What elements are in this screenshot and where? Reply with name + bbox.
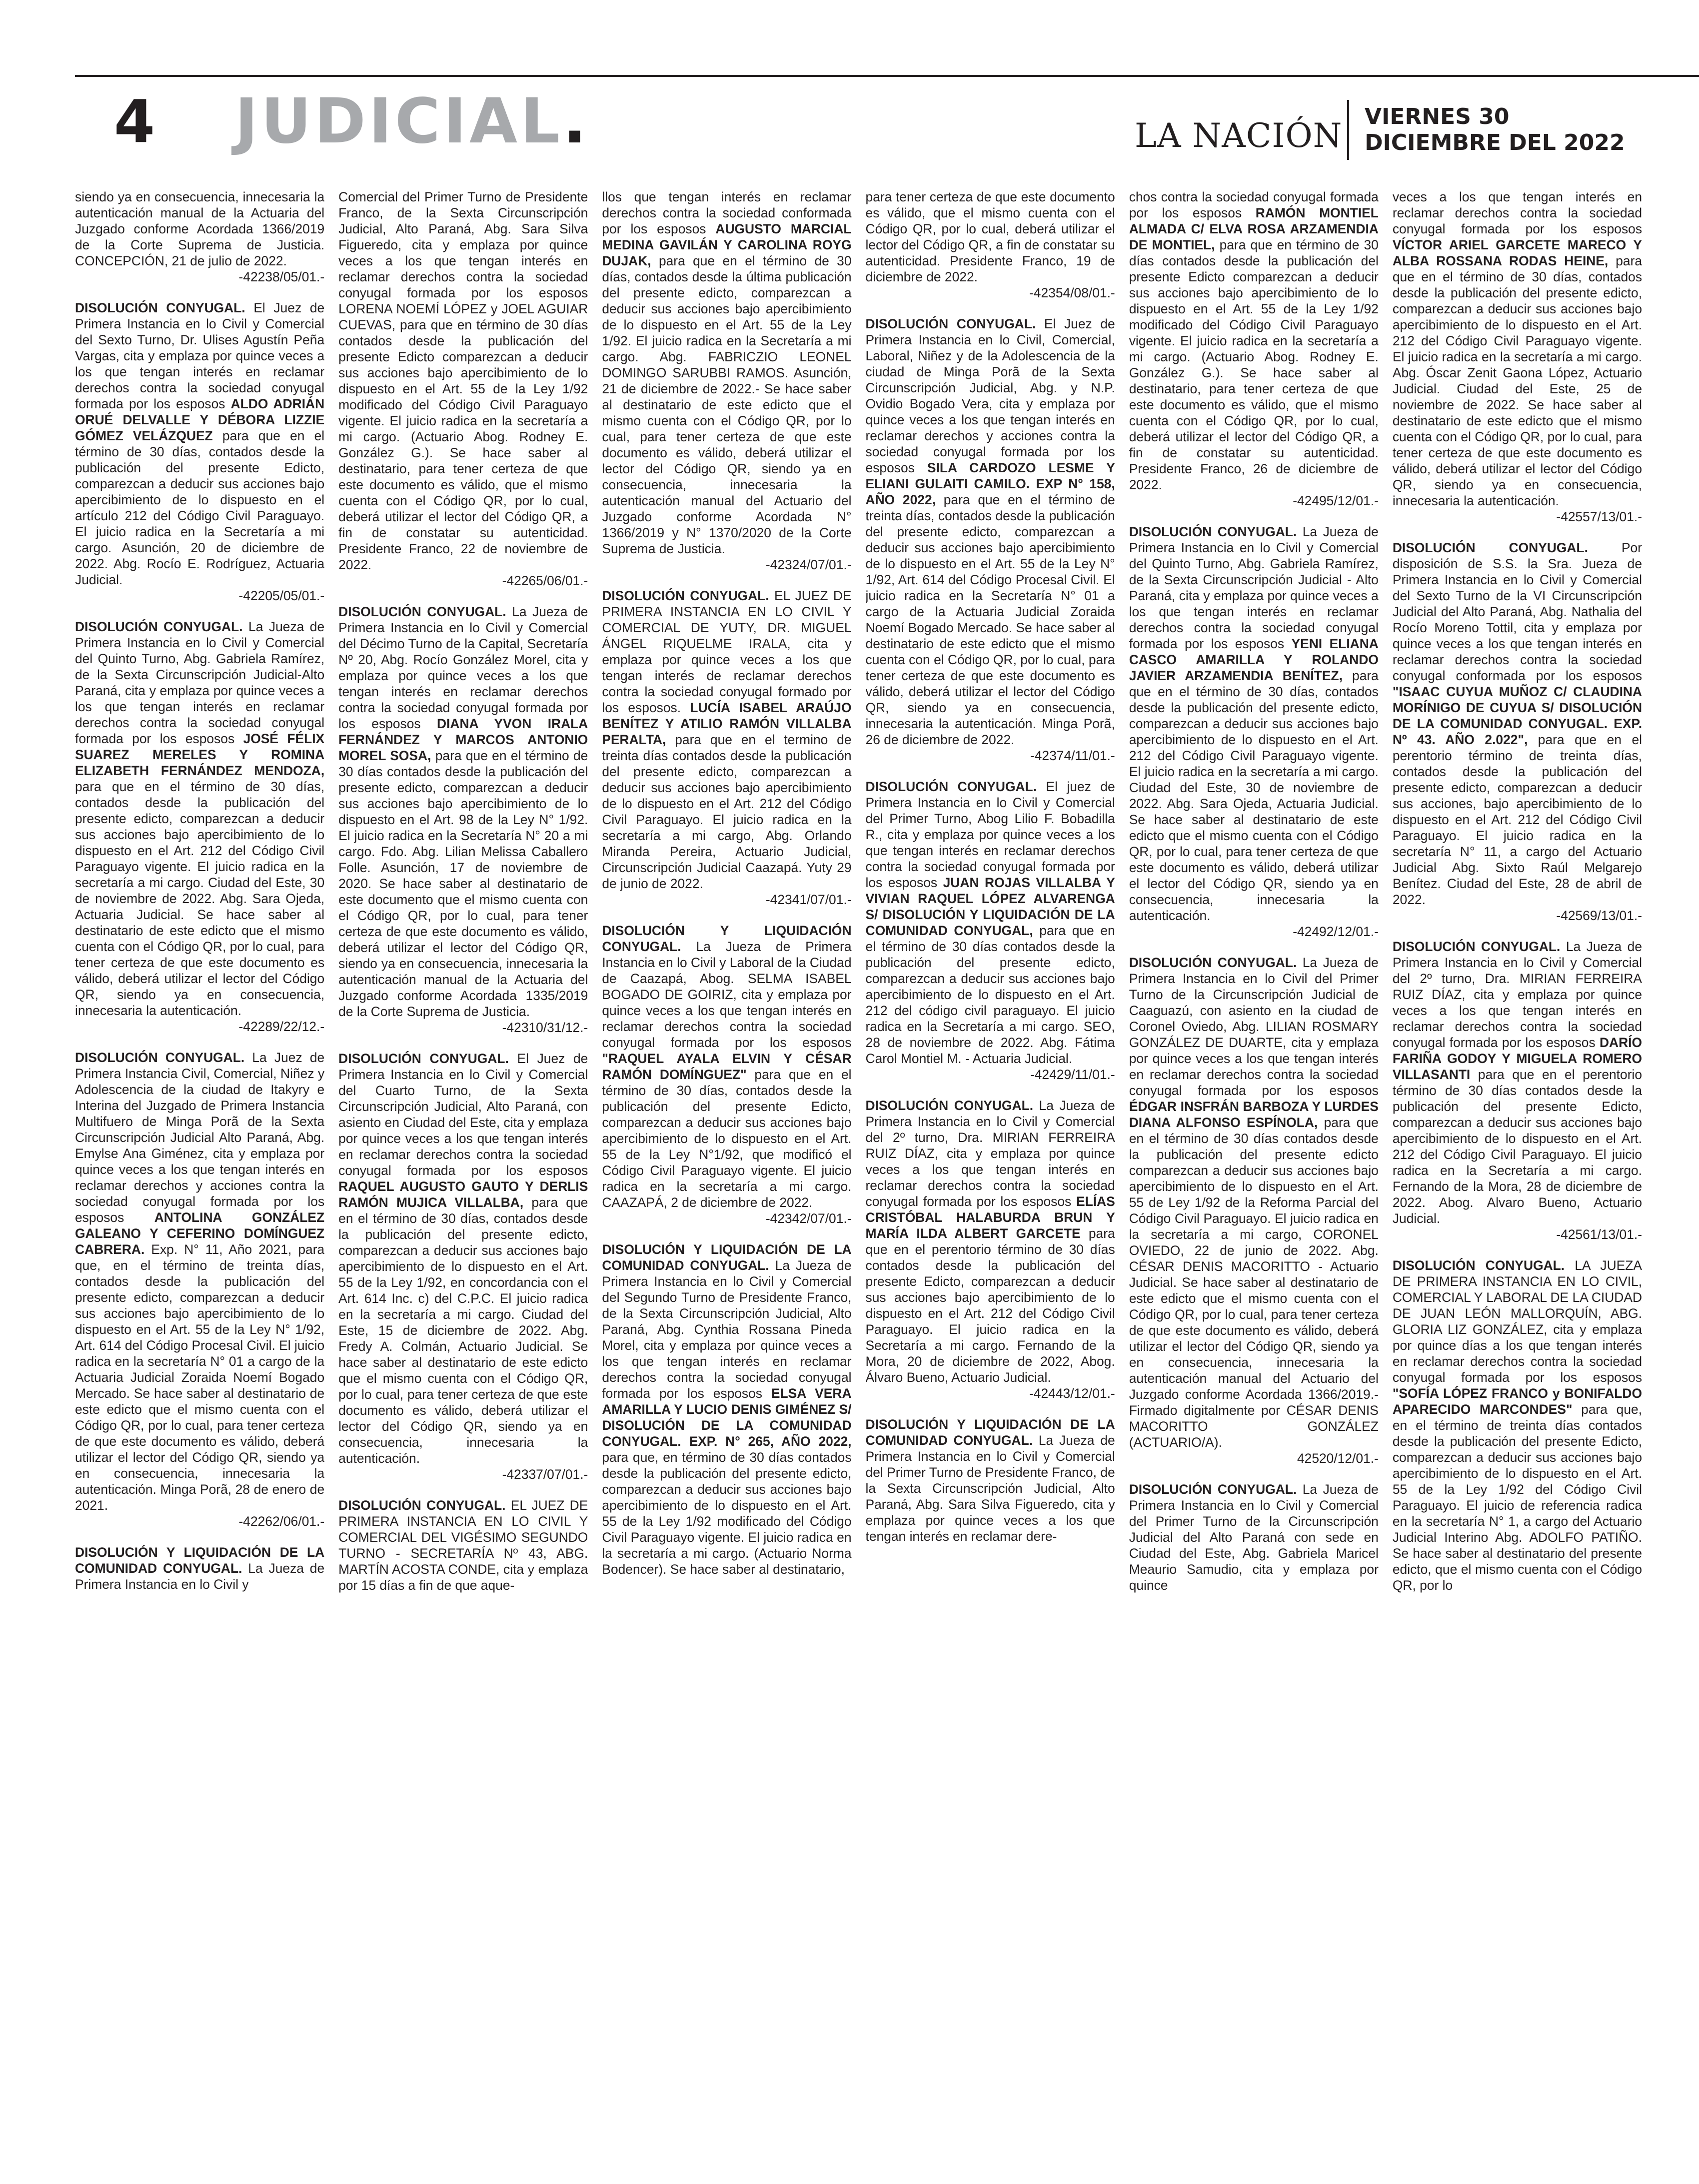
edict-notice	[602, 1241, 851, 1577]
edict-text: para que en el termino de treinta días contados desde la publicación del presente edicto, comparezcan a deducir sus acciones bajo apercibimiento de lo dispuesto en el Art. 212 del Código Civil Paraguayo. El juicio radica en la secretaría a mi cargo, Abg. Orlando Miranda Pereira, Actuario Judicial, Circunscripción Judicial Caazapá. Yuty 29 de junio de 2022.	[602, 732, 852, 891]
edict-text: El juez de Primera Instancia en lo Civil y Comercial del Primer Turno, Abog Lilio F. Bobadilla R., cita y emplaza por quince veces a los que tengan interés en reclamar derechos contra la sociedad conyugal formada por los esposos	[865, 779, 1115, 890]
edict-heading: DISOLUCIÓN CONYUGAL.	[865, 316, 1036, 331]
edict-party-names: "ISAAC CUYUA MUÑOZ C/ CLAUDINA MORÍNIGO DE CUYUA S/ DISOLUCIÓN DE LA COMUNIDAD CONYUGAL. EXP. Nº 43. AÑO 2.022",	[1392, 684, 1643, 747]
edict-body	[75, 619, 324, 1035]
column-6	[1393, 189, 1642, 2168]
edict-body	[602, 1241, 851, 1577]
edict-notice	[338, 1051, 588, 1482]
edict-body	[338, 604, 588, 1036]
edict-notice	[602, 588, 851, 908]
edict-party-names: ALDO ADRIÁN ORUÉ DELVALLE Y DÉBORA LIZZIE GÓMEZ VELÁZQUEZ	[75, 396, 325, 443]
edict-text: La Jueza de Primera Instancia en lo Civil y	[75, 1561, 325, 1592]
edict-notice	[75, 619, 324, 1035]
edict-reference-code: -42492/12/01.-	[1293, 924, 1379, 939]
edict-party-names: LUCÍA ISABEL ARAÚJO BENÍTEZ Y ATILIO RAMÓN VILLALBA PERALTA,	[602, 700, 852, 747]
edict-text: veces a los que tengan interés en reclamar derechos contra la sociedad conyugal formada por los esposos	[1392, 189, 1643, 236]
edict-text: La Jueza de Primera Instancia en lo Civil y Comercial del Segundo Turno de Presidente Franco, de la Sexta Circunscripción Judicial, Alto Paraná, Abg. Cynthia Rossana Pineda Morel, cita y emplaza por quince veces a los que tengan interés en reclamar derechos contra la sociedad conyugal formada por los esposos	[602, 1258, 852, 1401]
edict-heading: DISOLUCIÓN CONYUGAL.	[865, 779, 1037, 794]
edict-body	[1393, 939, 1642, 1242]
section-title	[235, 85, 590, 157]
edict-text: para que en el término de 30 días contados desde la publicación del presente edicto comparezcan a deducir sus acciones bajo apercibimiento de lo dispuesto en el Art. 55 de Ley 1/92 de la Reforma Parcial del Código Civil Paraguayo. El juicio radica en la secretaría a mi cargo, CORONEL OVIEDO, 22 de junio de 2022. Abg. CÉSAR DENIS MACORITTO - Actuario Judicial. Se hace saber al destinatario de este edicto que el mismo cuenta con el Código QR, por lo cual, para tener certeza de que este documento es válido, deberá utilizar el lector del Código QR, siendo ya en consecuencia, innecesaria la autenticación manual del Actuario del Juzgado conforme Acordada 1366/2019.-Firmado digitalmente por CÉSAR DENIS MACORITTO GONZÁLEZ (ACTUARIO/A).	[1129, 1115, 1379, 1450]
edict-heading: DISOLUCIÓN CONYUGAL.	[75, 619, 243, 634]
edict-notice	[1393, 1257, 1642, 1593]
edict-body	[866, 1416, 1115, 1544]
edict-party-names: "RAQUEL AYALA ELVIN Y CÉSAR RAMÓN DOMÍNGUEZ"	[602, 1051, 852, 1082]
edict-text: para que en el término de 30 días, contados desde la publicación del presente Edicto, comparezcan a deducir sus acciones bajo apercibimiento de lo dispuesto en el artículo 212 del Código Civil Paraguayo. El juicio radica en la Secretaría a mi cargo. Asunción, 20 de diciembre de 2022. Abg. Rocío E. Rodríguez, Actuaria Judicial.	[75, 428, 325, 587]
edict-reference-code: -42429/11/01.-	[1030, 1067, 1115, 1082]
issue-date	[1365, 104, 1625, 156]
edict-notice	[338, 604, 588, 1036]
edict-text: El Juez de Primera Instancia en lo Civil y Comercial del Sexto Turno, Dr. Ulises Agustín Peña Vargas, cita y emplaza por quince veces a los que tengan interés en reclamar derechos contra la sociedad conyugal formada por los esposos	[75, 300, 325, 411]
edict-text: La Jueza de Primera Instancia en lo Civil y Comercial del 2º turno, Dra. MIRIAN FERREIRA RUIZ DÍAZ, cita y emplaza por quince veces a los que tengan interés en reclamar derechos contra la sociedad conyugal formada por los esposos	[1392, 939, 1643, 1050]
edict-party-names: YENI ELIANA CASCO AMARILLA Y ROLANDO JAVIER ARZAMENDIA BENÍTEZ,	[1129, 636, 1379, 683]
edict-body	[866, 779, 1115, 1083]
edict-notice	[602, 923, 851, 1226]
edict-party-names: DARÍO FARIÑA GODOY Y MIGUELA ROMERO VILLASANTI	[1392, 1035, 1643, 1082]
edict-notice	[866, 779, 1115, 1083]
column-5	[1129, 189, 1379, 2168]
page-number: 4	[114, 87, 155, 156]
edict-party-names: "SOFÍA LÓPEZ FRANCO y BONIFALDO APARECIDO MARCONDES"	[1392, 1386, 1643, 1417]
edict-notice	[866, 1097, 1115, 1401]
edict-text: para que en el perentorio término de 30 días contados desde la publicación del presente Edicto, comparezcan a deducir sus acciones bajo apercibimiento de lo dispuesto en el Art. 212 del Código Civil Paraguayo. El juicio radica en la Secretaría a mi cargo. Fernando de la Mora, 20 de diciembre de 2022, Abog. Álvaro Bueno, Actuario Judicial.	[865, 1226, 1115, 1385]
edict-notice	[1393, 189, 1642, 525]
edict-notice	[1129, 1481, 1379, 1593]
edict-text: para que, en el término de treinta días contados desde la publicación del presente Edicto, comparezcan a deducir sus acciones bajo apercibimiento de lo dispuesto en el Art. 55 de la Ley 1/92 del Código Civil Paraguayo. El juicio de referencia radica en la secretaría N° 1, a cargo del Actuario Judicial Interino Abg. ADOLFO PATIÑO. Se hace saber al destinatario del presente edicto, que el mismo cuenta con el Código QR, por lo	[1392, 1402, 1643, 1593]
edict-party-names: ELÍAS CRISTÓBAL HALABURDA BRUN Y MARÍA ILDA ALBERT GARCETE	[865, 1194, 1115, 1241]
edict-body	[1129, 955, 1379, 1466]
edict-heading: DISOLUCIÓN CONYUGAL.	[338, 604, 506, 619]
edict-party-names: ANTOLINA GONZÁLEZ GALEANO Y CEFERINO DOMÍNGUEZ CABRERA.	[75, 1210, 325, 1257]
edict-heading: DISOLUCIÓN CONYUGAL.	[1129, 524, 1297, 539]
top-rule	[75, 75, 1699, 77]
edict-body	[1393, 1257, 1642, 1593]
edict-reference-code: -42495/12/01.-	[1293, 493, 1379, 508]
edict-reference-code: -42443/12/01.-	[1029, 1386, 1115, 1401]
edict-notice	[338, 1497, 588, 1593]
edict-reference-code: -42341/07/01.-	[765, 892, 852, 907]
issue-date-weekday: VIERNES 30	[1365, 104, 1510, 129]
edict-text: para que en el término de 30 días, contados desde la publicación del presente edicto, comparezcan a deducir sus acciones bajo apercibimiento de lo dispuesto en el Art. 212 del Código Civil Paraguayo vigente. El juicio radica en la secretaría a mi cargo. Abg. Óscar Zenit Gaona López, Actuario Judicial. Ciudad del Este, 25 de noviembre de 2022. Se hace saber al destinatario de este edicto que el mismo cuenta con el Código QR, por lo cual, para tener certeza de que este documento es válido, deberá utilizar el lector del Código QR, siendo ya en consecuencia, innecesaria la autenticación.	[1392, 253, 1643, 508]
edict-text: para que en el término de 30 días contados desde la publicación del presente edicto, comparezcan a deducir sus acciones bajo apercibimiento de lo dispuesto en el Art. 98 de la Ley N° 1/92. El juicio radica en la Secretaría N° 20 a mi cargo. Fdo. Abg. Lilian Melissa Caballero Folle. Asunción, 17 de noviembre de 2020. Se hace saber al destinatario de este documento que el mismo cuenta con el Código QR, por lo cual, para tener certeza de que este documento es válido, deberá utilizar el lector del Código QR, siendo ya en consecuencia, innecesaria la autenticación manual de la Actuaria del Juzgado conforme Acordada 1335/2019 de la Corte Suprema de Justicia.	[338, 748, 588, 1019]
edict-text: para que en el término de 30 días, contados desde la publicación del presente edicto, comparezcan a deducir sus acciones bajo apercibimiento de lo dispuesto en el Art. 55 de la Ley 1/92, en concordancia con el Art. 614 Inc. c) del C.P.C. El juicio radica en la secretaría a mi cargo. Ciudad del Este, 15 de diciembre de 2022. Abg. Fredy A. Colmán, Actuario Judicial. Se hace saber al destinatario de este edicto que el mismo cuenta con el Código QR, por lo cual, para tener certeza de que este documento es válido, deberá utilizar el lector del Código QR, siendo ya en consecuencia, innecesaria la autenticación.	[338, 1195, 588, 1466]
edict-text: para que en el perentorio término de treinta días, contados desde la publicación del presente edicto, comparezcan a deducir sus acciones, bajo apercibimiento de lo dispuesto en el Art. 212 del Código Civil Paraguayo. El juicio radica en la secretaría N° 11, a cargo del Actuario Judicial Abg. Sixto Raúl Melgarejo Benítez. Ciudad del Este, 28 de abril de 2022.	[1392, 732, 1643, 907]
issue-date-month-year: DICIEMBRE DEL 2022	[1365, 130, 1625, 155]
edict-notice	[75, 189, 324, 285]
edict-heading: DISOLUCIÓN CONYUGAL.	[602, 588, 769, 603]
edict-body	[75, 1544, 324, 1592]
edict-body	[1393, 540, 1642, 924]
edict-reference-code: 42520/12/01.-	[1297, 1451, 1379, 1466]
edict-body	[1129, 524, 1379, 940]
edict-text: para que en el término de 30 días, contados desde la publicación del presente Edicto, comparezcan a deducir sus acciones bajo apercibimiento de lo dispuesto en el Art. 55 de la Ley N°1/92, que modificó el Código Civil Paraguayo vigente. El juicio radica en la secretaría a mi cargo. CAAZAPÁ, 2 de diciembre de 2022.	[602, 1067, 852, 1210]
edict-text: para que en el término de 30 días, contados desde la publicación del presente edicto, comparezcan a deducir sus acciones bajo apercibimiento de lo dispuesto en el Art. 212 del Código Civil Paraguayo vigente. El juicio radica en la secretaría a mi cargo. Ciudad del Este, 30 de noviembre de 2022. Abg. Sara Ojeda, Actuaria Judicial. Se hace saber al destinatario de este edicto que el mismo cuenta con el Código QR, por lo cual, para tener certeza de que este documento es válido, deberá utilizar el lector del Código QR, siendo ya en consecuencia, innecesaria la autenticación.	[75, 779, 325, 1018]
edict-notice	[75, 1050, 324, 1529]
edict-heading: DISOLUCIÓN CONYUGAL.	[865, 1098, 1034, 1113]
edict-text: La Jueza de Primera Instancia en lo Civil y Comercial del Quinto Turno, Abg. Gabriela Ramírez, de la Sexta Circunscripción Judicial - Alto Paraná, cita y emplaza por quince veces a los que tengan interés en reclamar derechos contra la sociedad conyugal formada por los esposos	[1129, 524, 1379, 651]
edict-text: La Jueza de Primera Instancia en lo Civil y Comercial del Primer Turno de Presidente Franco, de la Sexta Circunscripción Judicial, Alto Paraná, Abg. Sara Silva Figueredo, cita y emplaza por quince veces a los que tengan interés en reclamar dere-	[865, 1433, 1115, 1544]
edict-notice	[1393, 540, 1642, 924]
edict-heading: DISOLUCIÓN Y LIQUIDACIÓN DE LA COMUNIDAD CONYUGAL.	[602, 1242, 852, 1273]
edict-body	[75, 189, 324, 285]
edict-reference-code: -42557/13/01.-	[1556, 509, 1643, 524]
edict-reference-code: -42337/07/01.-	[502, 1467, 588, 1482]
edict-party-names: ÉDGAR INSFRÁN BARBOZA Y LURDES DIANA ALFONSO ESPÍNOLA,	[1129, 1099, 1379, 1130]
edict-body	[338, 1497, 588, 1593]
edict-notice	[602, 189, 851, 573]
masthead-logo: LA NACIÓN	[1135, 116, 1343, 155]
edict-columns	[75, 189, 1642, 2168]
edict-body	[338, 189, 588, 589]
edict-text: para que en el término de 30 días, contados desde la última publicación del presente edicto, comparezcan a deducir sus acciones bajo apercibimiento de lo dispuesto en el Art. 55 de la Ley 1/92. El juicio radica en la Secretaría a mi cargo. Abg. FABRICZIO LEONEL DOMINGO SARUBBI RAMOS. Asunción, 21 de diciembre de 2022.- Se hace saber al destinatario de este edicto que el mismo cuenta con el Código QR, por lo cual, para tener certeza de que este documento es válido, deberá utilizar el lector del Código QR, siendo ya en consecuencia, innecesaria la autenticación manual del Actuario del Juzgado conforme Acordada N° 1366/2019 y N° 1370/2020 de la Corte Suprema de Justicia.	[602, 253, 852, 556]
edict-text: Por disposición de S.S. la Sra. Jueza de Primera Instancia en lo Civil y Comercial del Sexto Turno de la VI Circunscripción Judicial del Alto Paraná, Abg. Nathalia del Rocío Moreno Tottil, cita y emplaza por quince veces a los que tengan interés en reclamar derechos contra la sociedad conyugal conformada por los esposos	[1392, 540, 1643, 683]
edict-body	[602, 189, 851, 573]
edict-reference-code: -42354/08/01.-	[1029, 285, 1115, 300]
edict-body	[602, 588, 851, 908]
edict-notice	[866, 189, 1115, 301]
edict-notice	[866, 316, 1115, 764]
edict-party-names: ELSA VERA AMARILLA Y LUCIO DENIS GIMÉNEZ S/ DISOLUCIÓN DE LA COMUNIDAD CONYUGAL. EXP. N° 265, AÑO 2022,	[602, 1386, 852, 1449]
edict-reference-code: -42569/13/01.-	[1556, 908, 1643, 923]
edict-notice	[338, 189, 588, 589]
edict-notice	[75, 1544, 324, 1592]
edict-text: para tener certeza de que este documento es válido, que el mismo cuenta con el Código QR, por lo cual, deberá utilizar el lector del Código QR, a fin de constatar su autenticidad. Presidente Franco, 19 de diciembre de 2022.	[865, 189, 1115, 284]
column-3	[602, 189, 851, 2168]
edict-text: Exp. N° 11, Año 2021, para que, en el término de treinta días, contados desde la publicación del presente edicto, comparezcan a deducir sus acciones bajo apercibimiento de lo dispuesto en el Art. 55 de la Ley N° 1/92, Art. 614 del Código Procesal Civil. El juicio radica en la secretaría N° 01 a cargo de la Actuaria Judicial Zoraida Noemí Bogado Mercado. Se hace saber al destinatario de este edicto que el mismo cuenta con el Código QR, por lo cual, para tener certeza de que este documento es válido, deberá utilizar el lector del Código QR, siendo ya en consecuencia, innecesaria la autenticación. Minga Porã, 28 de enero de 2021.	[75, 1242, 325, 1513]
edict-reference-code: -42289/22/12.-	[238, 1019, 325, 1034]
edict-notice	[1129, 189, 1379, 509]
masthead-divider	[1347, 100, 1349, 160]
edict-reference-code: -42310/31/12.-	[502, 1020, 588, 1035]
edict-text: EL JUEZ DE PRIMERA INSTANCIA EN LO CIVIL Y COMERCIAL DE YUTY, DR. MIGUEL ÁNGEL RIQUELME IRALA, cita y emplaza por quince veces a los que tengan interés de reclamar derechos contra la sociedad conyugal formado por los esposos.	[602, 588, 852, 715]
edict-reference-code: -42262/06/01.-	[238, 1514, 325, 1529]
column-4	[866, 189, 1115, 2168]
edict-party-names: RAQUEL AUGUSTO GAUTO Y DERLIS RAMÓN MUJICA VILLALBA,	[338, 1179, 588, 1210]
edict-reference-code: -42374/11/01.-	[1030, 748, 1115, 763]
edict-text: La Jueza de Primera Instancia en lo Civil y Comercial del Primer Turno de la Circunscripción Judicial del Alto Paraná con sede en Ciudad del Este, Abg. Gabriela Maricel Meaurio Samudio, cita y emplaza por quince	[1129, 1482, 1379, 1593]
edict-body	[75, 300, 324, 604]
column-2	[338, 189, 588, 2168]
edict-body	[338, 1051, 588, 1482]
edict-party-names: AUGUSTO MARCIAL MEDINA GAVILÁN Y CAROLINA ROYG DUJAK,	[602, 221, 852, 268]
edict-reference-code: -42561/13/01.-	[1556, 1227, 1643, 1242]
edict-body	[866, 316, 1115, 764]
edict-text: La Juez de Primera Instancia Civil, Comercial, Niñez y Adolescencia de la ciudad de Itakyry e Interina del Juzgado de Primera Instancia Multifuero de Minga Porã de la Sexta Circunscripción Judicial Alto Paraná, Abg. Emylse Ana Giménez, cita y emplaza por quince veces a los que tengan interés en reclamar derechos y acciones contra la sociedad conyugal formada por los esposos	[75, 1050, 325, 1225]
edict-heading: DISOLUCIÓN CONYUGAL.	[1392, 939, 1561, 954]
edict-text: para que en el término de 30 días, contados desde la publicación del presente edicto, comparezcan a deducir sus acciones bajo apercibimiento de lo dispuesto en el Art. 212 del Código Civil Paraguayo vigente. El juicio radica en la secretaría a mi cargo. Ciudad del Este, 30 de noviembre de 2022. Abg. Sara Ojeda, Actuaria Judicial. Se hace saber al destinatario de este edicto que el mismo cuenta con el Código QR, por lo cual, para tener certeza de que este documento es válido, deberá utilizar el lector del Código QR, siendo ya en consecuencia, innecesaria la autenticación.	[1129, 668, 1379, 923]
edict-body	[866, 1097, 1115, 1401]
edict-heading: DISOLUCIÓN Y LIQUIDACIÓN CONYUGAL.	[602, 923, 852, 954]
edict-text: para que, en término de 30 días contados desde la publicación del presente edicto, comparezcan a deducir sus acciones bajo apercibimiento de lo dispuesto en el Art. 55 de la Ley 1/92 modificado del Código Civil Paraguayo vigente. El juicio radica en la secretaría a mi cargo. (Actuario Norma Bodencer). Se hace saber al destinatario,	[602, 1450, 852, 1577]
edict-body	[75, 1050, 324, 1529]
edict-heading: DISOLUCIÓN CONYUGAL.	[338, 1051, 509, 1066]
edict-notice	[1129, 524, 1379, 940]
edict-text: La Jueza de Primera Instancia en lo Civil y Comercial del Décimo Turno de la Capital, Secretaría Nº 20, Abg. Rocío González Morel, cita y emplaza por quince veces a los que tengan interés en reclamar derechos contra la sociedad conyugal formada por los esposos	[338, 604, 588, 731]
edict-party-names: RAMÓN MONTIEL ALMADA C/ ELVA ROSA ARZAMENDIA DE MONTIEL,	[1129, 205, 1379, 252]
edict-text: para que en el término de 30 días contados desde la publicación del presente edicto, comparezcan a deducir sus acciones bajo apercibimiento de lo dispuesto en el Art. 212 del código civil paraguayo. El juicio radica en la Secretaría a mi cargo. SEO, 28 de noviembre de 2022. Abg. Fátima Carol Montiel M. - Actuaria Judicial.	[865, 923, 1115, 1066]
edict-reference-code: -42324/07/01.-	[765, 557, 852, 572]
edict-heading: DISOLUCIÓN CONYUGAL.	[75, 1050, 245, 1065]
edict-party-names: JOSÉ FÉLIX SUAREZ MERELES Y ROMINA ELIZABETH FERNÁNDEZ MENDOZA,	[75, 731, 325, 778]
edict-heading: DISOLUCIÓN Y LIQUIDACIÓN DE LA COMUNIDAD CONYUGAL.	[75, 1545, 325, 1576]
edict-body	[1129, 1481, 1379, 1593]
edict-text: LA JUEZA DE PRIMERA INSTANCIA EN LO CIVIL, COMERCIAL Y LABORAL DE LA CIUDAD DE JUAN LEÓN MALLORQUÍN, ABG. GLORIA LIZ GONZÁLEZ, cita y emplaza por quince días a los que tengan interés en reclamar derechos contra la sociedad conyugal formada por los esposos	[1392, 1258, 1643, 1385]
edict-party-names: SILA CARDOZO LESME Y ELIANI GULAITI CAMILO. EXP N° 158, AÑO 2022,	[865, 460, 1115, 507]
edict-heading: DISOLUCIÓN CONYUGAL.	[75, 300, 245, 315]
edict-reference-code: -42265/06/01.-	[502, 573, 588, 588]
edict-heading: DISOLUCIÓN Y LIQUIDACIÓN DE LA COMUNIDAD CONYUGAL.	[865, 1417, 1115, 1448]
edict-text: El Juez de Primera Instancia en lo Civil y Comercial del Cuarto Turno, de la Sexta Circunscripción Judicial, Alto Paraná, con asiento en Ciudad del Este, cita y emplaza por quince veces a los que tengan interés en reclamar derechos contra la sociedad conyugal formada por los esposos	[338, 1051, 588, 1178]
edict-text: Comercial del Primer Turno de Presidente Franco, de la Sexta Circunscripción Judicial, Alto Paraná, Abg. Sara Silva Figueredo, cita y emplaza por quince veces a los que tengan interés en reclamar derechos contra la sociedad conyugal formada por los esposos LORENA NOEMÍ LÓPEZ y JOEL AGUIAR CUEVAS, para que en término de 30 días contados desde la publicación del presente Edicto comparezcan a deducir sus acciones bajo apercibimiento de lo dispuesto en el Art. 55 de la Ley 1/92 modificado del Código Civil Paraguayo vigente. El juicio radica en la secretaría a mi cargo. (Actuario Abog. Rodney E. González G.). Se hace saber al destinatario, para tener certeza de que este documento es válido, que el mismo cuenta con el Código QR, por lo cual, deberá utilizar el lector del Código QR, a fin de constatar su autenticidad. Presidente Franco, 22 de noviembre de 2022.	[338, 189, 588, 572]
edict-reference-code: -42205/05/01.-	[238, 588, 325, 603]
edict-notice	[1129, 955, 1379, 1466]
edict-notice	[1393, 939, 1642, 1242]
edict-text: chos contra la sociedad conyugal formada por los esposos	[1129, 189, 1379, 220]
edict-reference-code: -42238/05/01.-	[238, 269, 325, 284]
edict-heading: DISOLUCIÓN CONYUGAL.	[1392, 540, 1588, 555]
edict-heading: DISOLUCIÓN CONYUGAL.	[1129, 955, 1297, 970]
edict-text: La Jueza de Primera Instancia en lo Civil y Comercial del 2º turno, Dra. MIRIAN FERREIRA RUIZ DÍAZ, cita y emplaza por quince veces a los que tengan interés en reclamar derechos contra la sociedad conyugal formada por los esposos	[865, 1098, 1115, 1209]
edict-text: El Juez de Primera Instancia en lo Civil, Comercial, Laboral, Niñez y de la Adolescencia de la ciudad de Minga Porã de la Sexta Circunscripción Judicial, Abg. y N.P. Ovidio Bogado Vera, cita y emplaza por quince veces a los que tengan interés en reclamar derechos y acciones contra la sociedad conyugal formada por los esposos	[865, 316, 1115, 475]
edict-text: para que en el término de treinta días, contados desde la publicación del presente edicto, comparezcan a deducir sus acciones bajo apercibimiento de lo dispuesto en el Art. 55 de la Ley N° 1/92, Art. 614 del Código Procesal Civil. El juicio radica en la Secretaría N° 01 a cargo de la Actuaria Judicial Zoraida Noemí Bogado Mercado. Se hace saber al destinatario de este edicto que el mismo cuenta con el Código QR, por lo cual, para tener certeza de que este documento es válido, deberá utilizar el lector del Código QR, siendo ya en consecuencia, innecesaria la autenticación. Minga Porã, 26 de diciembre de 2022.	[865, 492, 1115, 747]
edict-text: EL JUEZ DE PRIMERA INSTANCIA EN LO CIVIL Y COMERCIAL DEL VIGÉSIMO SEGUNDO TURNO - SECRETARÍA Nº 43, ABG. MARTÍN ACOSTA CONDE, cita y emplaza por 15 días a fin de que aque-	[338, 1498, 588, 1593]
edict-heading: DISOLUCIÓN CONYUGAL.	[1129, 1482, 1297, 1497]
edict-text: siendo ya en consecuencia, innecesaria la autenticación manual de la Actuaria del Juzgado conforme Acordada 1366/2019 de la Corte Suprema de Justicia. CONCEPCIÓN, 21 de julio de 2022.	[75, 189, 325, 268]
column-1	[75, 189, 324, 2168]
edict-party-names: JUAN ROJAS VILLALBA Y VIVIAN RAQUEL LÓPEZ ALVARENGA S/ DISOLUCIÓN Y LIQUIDACIÓN DE LA COMUNIDAD CONYUGAL,	[865, 875, 1115, 938]
edict-text: llos que tengan interés en reclamar derechos contra la sociedad conformada por los esposos	[602, 189, 852, 236]
edict-heading: DISOLUCIÓN CONYUGAL.	[338, 1498, 506, 1513]
edict-body	[1129, 189, 1379, 509]
edict-body	[602, 923, 851, 1226]
edict-notice	[866, 1416, 1115, 1544]
edict-text: La Jueza de Primera Instancia en lo Civil y Comercial del Quinto Turno, Abg. Gabriela Ramírez, de la Sexta Circunscripción Judicial-Alto Paraná, cita y emplaza por quince veces a los que tengan interés en reclamar derechos contra la sociedad conyugal formada por los esposos	[75, 619, 325, 746]
edict-text: La Jueza de Primera Instancia en lo Civil y Laboral de la Ciudad de Caazapá, Abog. SELMA ISABEL BOGADO DE GOIRIZ, cita y emplaza por quince veces a los que tengan interés en reclamar derechos contra la sociedad conyugal formada por los esposos	[602, 939, 852, 1050]
edict-text: para que en el perentorio término de 30 días contados desde la publicación del presente Edicto, comparezcan a deducir sus acciones bajo apercibimiento de lo dispuesto en el Art. 212 del Código Civil Paraguayo. El juicio radica en la Secretaría a mi cargo. Fernando de la Mora, 28 de diciembre de 2022. Abog. Alvaro Bueno, Actuario Judicial.	[1392, 1067, 1643, 1226]
edict-reference-code: -42342/07/01.-	[765, 1211, 852, 1226]
edict-party-names: DIANA YVON IRALA FERNÁNDEZ Y MARCOS ANTONIO MOREL SOSA,	[338, 716, 588, 763]
edict-body	[866, 189, 1115, 301]
edict-text: La Jueza de Primera Instancia en lo Civil del Primer Turno de la Circunscripción Judicial de Caaguazú, con asiento en la ciudad de Coronel Oviedo, Abg. LILIAN ROSMARY GONZÁLEZ DE DUARTE, cita y emplaza por quince veces a los que tengan interés en reclamar derechos contra la sociedad conyugal formada por los esposos	[1129, 955, 1379, 1098]
edict-text: para que en término de 30 días contados desde la publicación del presente Edicto comparezcan a deducir sus acciones bajo apercibimiento de lo dispuesto en el Art. 55 de la Ley 1/92 modificado del Código Civil Paraguayo vigente. El juicio radica en la secretaría a mi cargo. (Actuario Abog. Rodney E. González G.). Se hace saber al destinatario, para tener certeza de que este documento es válido, que el mismo cuenta con el Código QR, por lo cual, deberá utilizar el lector del Código QR, a fin de constatar su autenticidad. Presidente Franco, 26 de diciembre de 2022.	[1129, 237, 1379, 492]
section-title-dot: .	[563, 85, 590, 157]
edict-heading: DISOLUCIÓN CONYUGAL.	[1392, 1258, 1565, 1273]
edict-party-names: VÍCTOR ARIEL GARCETE MARECO Y ALBA ROSSANA RODAS HEINE,	[1392, 237, 1643, 268]
section-title-text: JUDICIAL	[235, 85, 563, 157]
edict-body	[1393, 189, 1642, 525]
edict-notice	[75, 300, 324, 604]
